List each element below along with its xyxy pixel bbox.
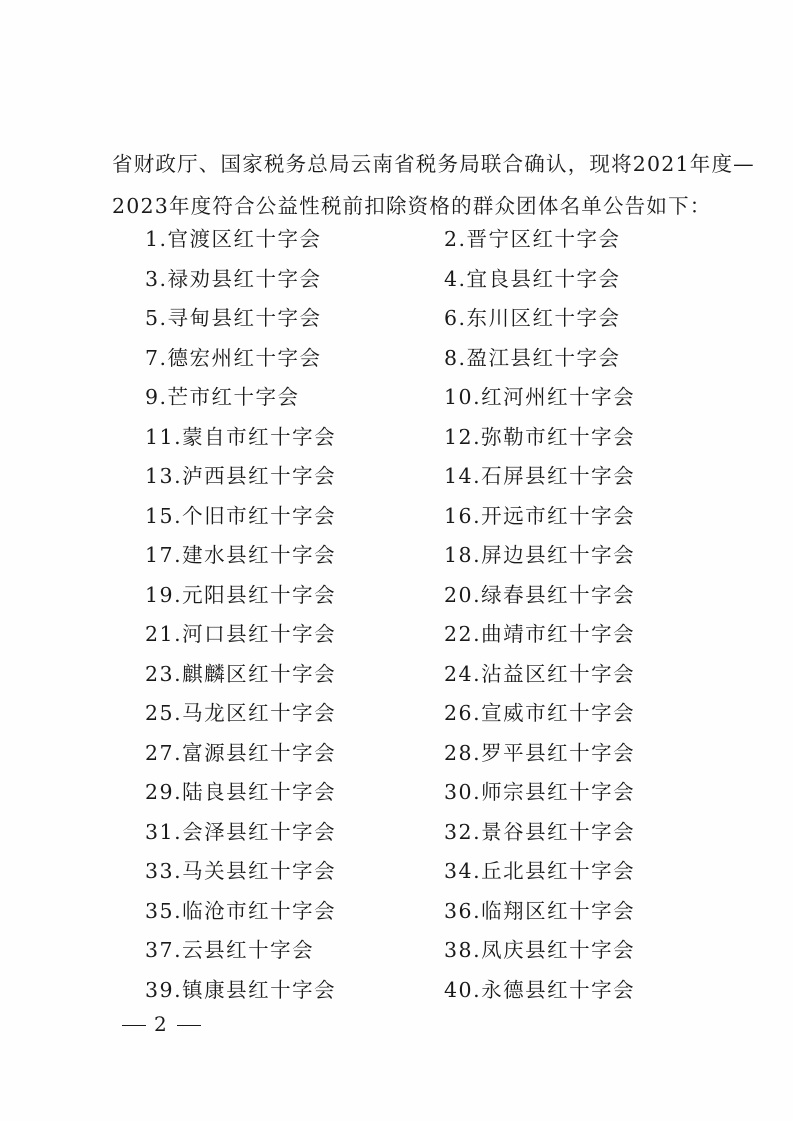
organization-entry: 18.屏边县红十字会 xyxy=(444,543,636,567)
organization-entry: 36.临翔区红十字会 xyxy=(444,898,636,923)
organization-list xyxy=(0,220,793,1010)
organization-entry: 2.晋宁区红十字会 xyxy=(444,227,621,251)
organization-entry: 11.蒙自市红十字会 xyxy=(145,424,337,449)
organization-entry: 23.麒麟区红十字会 xyxy=(145,661,337,686)
organization-entry: 22.曲靖市红十字会 xyxy=(444,622,636,646)
list-row xyxy=(0,655,793,695)
list-row xyxy=(0,852,793,892)
organization-entry: 3.禄劝县红十字会 xyxy=(145,266,322,291)
organization-entry: 17.建水县红十字会 xyxy=(145,543,337,567)
organization-entry: 9.芒市红十字会 xyxy=(145,385,300,409)
organization-entry: 25.马龙区红十字会 xyxy=(145,701,337,725)
organization-entry: 21.河口县红十字会 xyxy=(145,622,337,646)
organization-entry: 10.红河州红十字会 xyxy=(444,385,636,409)
organization-entry: 26.宣威市红十字会 xyxy=(444,701,636,725)
organization-entry: 29.陆良县红十字会 xyxy=(145,780,337,804)
organization-entry: 13.泸西县红十字会 xyxy=(145,464,337,488)
list-row xyxy=(0,773,793,813)
organization-entry: 20.绿春县红十字会 xyxy=(444,582,636,607)
organization-entry: 12.弥勒市红十字会 xyxy=(444,424,636,449)
organization-entry: 31.会泽县红十字会 xyxy=(145,819,337,844)
organization-entry: 24.沾益区红十字会 xyxy=(444,661,636,686)
list-row xyxy=(0,497,793,537)
list-row xyxy=(0,378,793,418)
organization-entry: 35.临沧市红十字会 xyxy=(145,898,337,923)
intro-paragraph xyxy=(112,143,755,227)
organization-entry: 19.元阳县红十字会 xyxy=(145,582,337,607)
organization-entry: 7.德宏州红十字会 xyxy=(145,345,322,370)
organization-entry: 30.师宗县红十字会 xyxy=(444,780,636,804)
organization-entry: 1.官渡区红十字会 xyxy=(145,227,322,251)
organization-entry: 15.个旧市红十字会 xyxy=(145,503,337,528)
organization-entry: 37.云县红十字会 xyxy=(145,938,315,962)
page-number: 2 xyxy=(154,1012,169,1036)
list-row xyxy=(0,457,793,497)
organization-entry: 4.宜良县红十字会 xyxy=(444,266,621,291)
organization-entry: 8.盈江县红十字会 xyxy=(444,345,621,370)
footer-dash-right xyxy=(177,1025,201,1026)
organization-entry: 27.富源县红十字会 xyxy=(145,740,337,765)
organization-entry: 38.凤庆县红十字会 xyxy=(444,938,636,962)
list-row xyxy=(0,734,793,774)
list-row xyxy=(0,339,793,379)
organization-entry: 5.寻甸县红十字会 xyxy=(145,306,322,330)
organization-entry: 6.东川区红十字会 xyxy=(444,306,621,330)
organization-entry: 39.镇康县红十字会 xyxy=(145,977,337,1002)
footer-dash-left xyxy=(122,1025,146,1026)
list-row xyxy=(0,694,793,734)
list-row xyxy=(0,813,793,853)
list-row xyxy=(0,931,793,971)
list-row xyxy=(0,260,793,300)
list-row xyxy=(0,576,793,616)
list-row xyxy=(0,892,793,932)
intro-line-1: 省财政厅、国家税务总局云南省税务局联合确认，现将2021年度— xyxy=(112,152,755,176)
intro-line-2: 2023年度符合公益性税前扣除资格的群众团体名单公告如下： xyxy=(112,194,712,218)
organization-entry: 14.石屏县红十字会 xyxy=(444,464,636,488)
organization-entry: 16.开远市红十字会 xyxy=(444,503,636,528)
list-row xyxy=(0,615,793,655)
organization-entry: 40.永德县红十字会 xyxy=(444,977,636,1002)
organization-entry: 32.景谷县红十字会 xyxy=(444,819,636,844)
list-row xyxy=(0,418,793,458)
list-row xyxy=(0,220,793,260)
organization-entry: 34.丘北县红十字会 xyxy=(444,859,636,883)
page-footer xyxy=(122,1009,201,1039)
list-row xyxy=(0,971,793,1011)
list-row xyxy=(0,299,793,339)
organization-entry: 28.罗平县红十字会 xyxy=(444,740,636,765)
organization-entry: 33.马关县红十字会 xyxy=(145,859,337,883)
list-row xyxy=(0,536,793,576)
